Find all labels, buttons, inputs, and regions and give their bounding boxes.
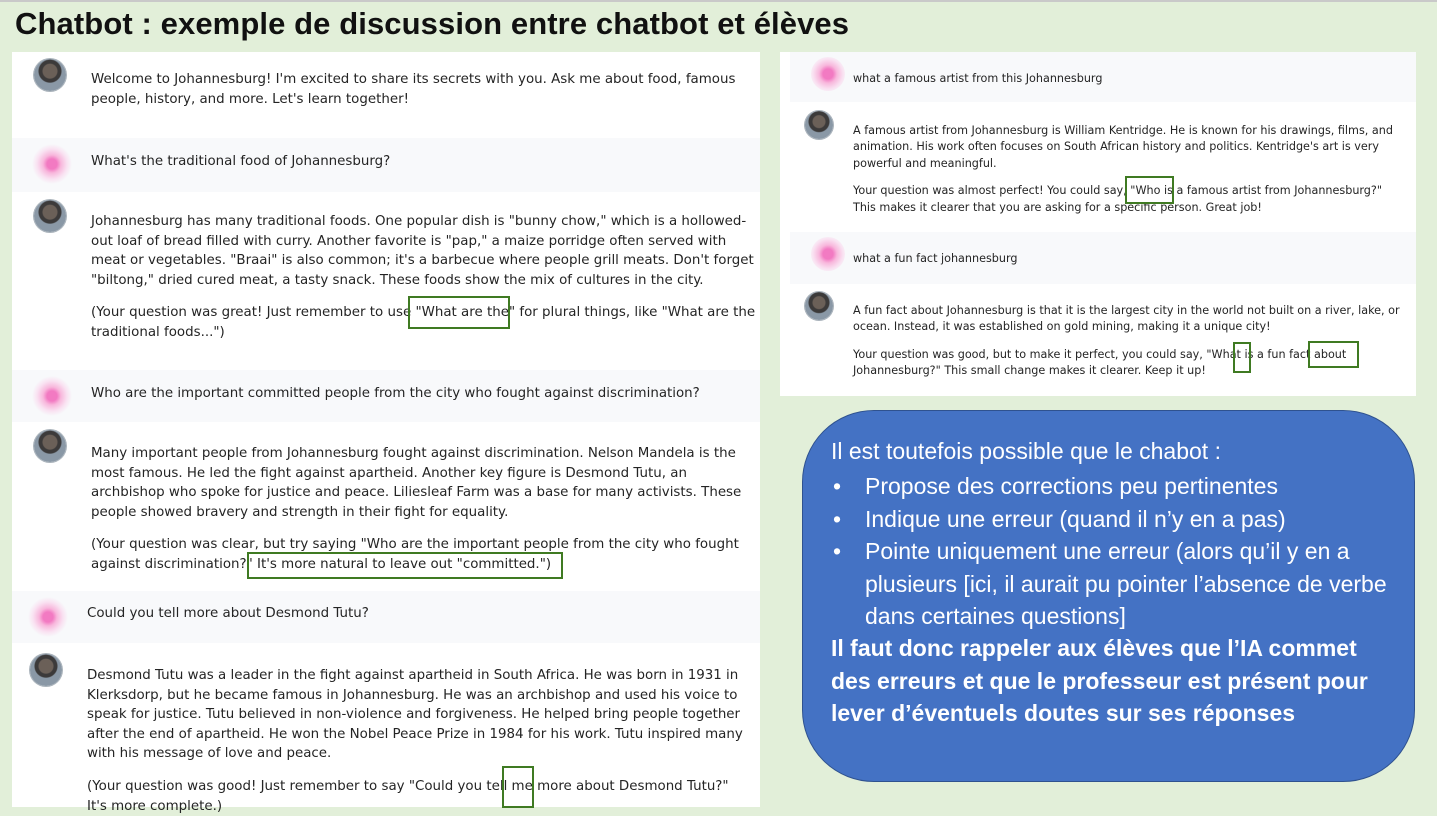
user-message-text: what a famous artist from this Johannesburg	[853, 72, 1103, 85]
user-message	[12, 370, 760, 422]
callout-list-item: • Propose des corrections peu pertinentes	[831, 470, 1391, 503]
user-avatar	[28, 597, 68, 637]
bot-feedback: (Your question was great! Just remember to use "What are the" for plural things, like "What are the traditional foods...")	[91, 305, 756, 340]
callout-list-item: • Indique une erreur (quand il n’y en a pas)	[831, 503, 1391, 536]
highlighted-correction: "Who is	[1130, 184, 1173, 198]
callout-intro: Il est toutefois possible que le chabot :	[831, 438, 1221, 464]
correction-highlight-box	[1125, 176, 1174, 204]
highlighted-correction: about	[1314, 347, 1347, 361]
page-title: Chatbot : exemple de discussion entre chatbot et élèves	[15, 6, 850, 41]
callout-list-item: • Pointe uniquement une erreur (alors qu’il y en a plusieurs [ici, il aurait pu pointer l’absence de verbe dans certaines questions]	[831, 535, 1391, 633]
correction-highlight-box	[408, 296, 510, 329]
correction-highlight-box	[502, 766, 534, 808]
bot-answer: A famous artist from Johannesburg is William Kentridge. He is known for his drawings, films, and animation. His work often focuses on South African history and politics. Kentridge's art is very powerful and meaningful.	[853, 124, 1393, 170]
bot-feedback: (Your question was clear, but try saying "Who are the important people from the city who fought against discrimination?" It's more natural to leave out "committed.")	[91, 537, 739, 572]
top-border	[0, 0, 1437, 2]
correction-highlight-box	[1233, 342, 1251, 373]
bot-avatar	[805, 292, 833, 320]
bot-feedback: (Your question was good! Just remember to say "Could you tell me more about Desmond Tutu?" It's more complete.)	[87, 778, 729, 814]
bot-avatar	[30, 654, 62, 686]
bot-message	[12, 193, 760, 368]
bullet-icon: •	[833, 473, 842, 499]
bullet-icon: •	[833, 505, 842, 532]
highlighted-correction: is	[1244, 347, 1254, 361]
bot-message	[780, 285, 1416, 395]
user-avatar	[811, 237, 845, 271]
bot-message	[12, 52, 760, 137]
bot-feedback: Your question was almost perfect! You could say, "Who is a famous artist from Johannesburg?" This makes it clearer that you are asking for a specific person. Great job!	[853, 184, 1382, 214]
bot-feedback: Your question was good, but to make it perfect, you could say, "What is a fun fact about Johannesburg?" This small change makes it clearer. Keep it up!	[853, 347, 1347, 378]
bot-answer: Desmond Tutu was a leader in the fight against apartheid in South Africa. He was born in 1931 in Klerksdorp, but he became famous in Johannesburg. He was an archbishop and used his voice to speak for justice. Tutu believed in non-violence and forgiveness. He helped bring people together after the end of apartheid. He won the Nobel Peace Prize in 1984 for his work. Tutu inspired many with his message of love and peace.	[87, 668, 743, 762]
bot-avatar	[805, 111, 833, 139]
bot-answer: A fun fact about Johannesburg is that it is the largest city in the world not built on a river, lake, or ocean. Instead, it was established on gold mining, making it a unique city!	[853, 304, 1400, 334]
bot-answer: Many important people from Johannesburg fought against discrimination. Nelson Mandela is the most famous. He led the fight against apartheid. Another key figure is Desmond Tutu, an archbishop who spoke for justice and peace. Liliesleaf Farm was a base for many activists. These people showed bravery and strength in their fight for equality.	[91, 446, 742, 520]
user-message	[790, 232, 1416, 284]
highlighted-correction: It's more natural to leave out "committed.")	[257, 556, 552, 572]
user-avatar	[811, 57, 845, 91]
highlighted-correction: me	[511, 778, 533, 794]
bot-message	[12, 644, 754, 814]
user-avatar	[32, 376, 72, 416]
user-message-text: Could you tell more about Desmond Tutu?	[87, 606, 369, 621]
user-message-text: Who are the important committed people from the city who fought against discrimination?	[91, 386, 700, 401]
user-message-text: What's the traditional food of Johannesburg?	[91, 154, 391, 169]
user-message	[790, 52, 1416, 102]
bot-message-text: Welcome to Johannesburg! I'm excited to share its secrets with you. Ask me about food, famous people, history, and more. Let's learn together!	[91, 72, 736, 107]
user-message-text: what a fun fact johannesburg	[853, 252, 1018, 265]
callout-list	[831, 470, 1391, 633]
bot-avatar	[34, 200, 66, 232]
user-message	[12, 138, 760, 192]
bot-answer: Johannesburg has many traditional foods. One popular dish is "bunny chow," which is a hollowed-out loaf of bread filled with curry. Another favorite is "pap," a maize porridge often served with meat or vegetables. "Braai" is also common; it's a barbecue where people grill meats. Don't forget "biltong," dried cured meat, a tasty snack. These foods show the mix of cultures in the city.	[91, 214, 754, 288]
left-chat-panel	[12, 52, 760, 814]
highlighted-correction: "What are the"	[415, 305, 516, 321]
bot-avatar	[34, 430, 66, 462]
user-avatar	[32, 144, 72, 184]
bot-message	[780, 104, 1416, 231]
bot-message-text	[87, 666, 752, 816]
correction-highlight-box	[1308, 341, 1359, 368]
warning-callout	[802, 410, 1415, 782]
user-message	[12, 591, 760, 643]
bullet-icon: •	[833, 538, 842, 564]
correction-highlight-box	[247, 552, 563, 579]
bot-avatar	[34, 59, 66, 91]
callout-conclusion: Il faut donc rappeler aux élèves que l’IA commet des erreurs et que le professeur est présent pour lever d’éventuels doutes sur ses réponses	[831, 635, 1368, 726]
